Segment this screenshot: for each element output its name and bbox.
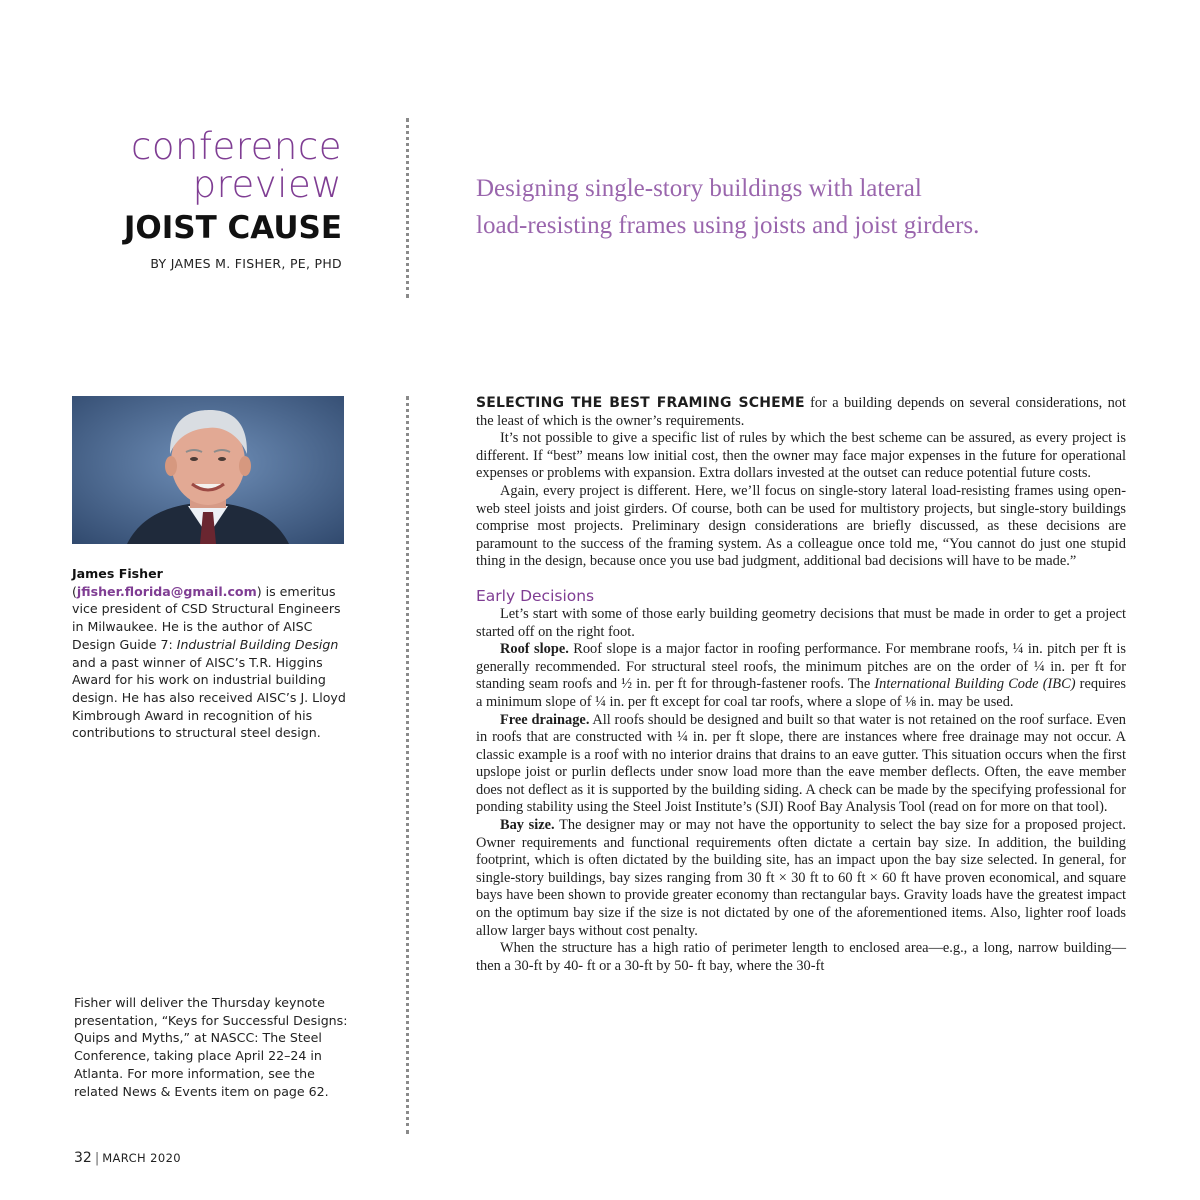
author-bio: James Fisher (jfisher.florida@gmail.com) is emeritus vice president of CSD Structural Engineers in Milwaukee. He is the author of AISC Design Guide 7: Industrial Building Design and a past winner of AISC’s T.R. Higgins Award for his work on industrial building design. He has also received AISC’s J. Lloyd Kimbrough Award in recognition of his contributions to structural steel design.: [72, 566, 346, 741]
deck-line-1: Designing single-story buildings with lateral: [476, 175, 922, 202]
run-in-head: Free drainage.: [500, 711, 590, 728]
article-deck: [476, 170, 1116, 244]
section-kicker-line-2: preview: [192, 163, 342, 206]
paragraph: It’s not possible to give a specific list of rules by which the best scheme can be assured, as every project is different. If “best” means low initial cost, then the owner may face major expenses in the future for operational expenses or problems with expansion. Extra dollars invested at the outset can reduce potential future costs.: [476, 430, 1126, 482]
folio-separator: |: [94, 1151, 100, 1166]
run-in-head: Bay size.: [500, 817, 555, 834]
page-folio: [74, 1150, 181, 1166]
paragraph: When the structure has a high ratio of perimeter length to enclosed area—e.g., a long, narrow building—then a 30-ft by 40- ft or a 30-ft by 50- ft bay, where the 30-ft: [476, 940, 1126, 974]
dotted-divider-top: [406, 118, 409, 298]
lead-in: SELECTING THE BEST FRAMING SCHEME: [476, 395, 805, 411]
paragraph: Let’s start with some of those early building geometry decisions that must be made in order to get a project started off on the right foot.: [476, 605, 1126, 640]
dotted-divider-bottom: [406, 396, 409, 1134]
run-in-head: Roof slope.: [500, 641, 569, 658]
paragraph: Again, every project is different. Here, we’ll focus on single-story lateral load-resisting frames using open-web steel joists and joist girders. Of course, both can be used for multistory projects, but single-story buildings comprise most projects. Preliminary design considerations are briefly discussed, as these decisions are paramount to the success of the framing system. As a colleague once told me, “You cannot do just one stupid thing in the design, because once you use bad judgment, additional bad decisions will have to be made.”: [476, 482, 1126, 570]
byline: BY JAMES M. FISHER, PE, PHD: [150, 256, 342, 271]
paragraph: SELECTING THE BEST FRAMING SCHEME for a building depends on several considerations, not the least of which is the owner’s requirements.: [476, 395, 1127, 429]
paragraph-free-drainage: Free drainage. All roofs should be designed and built so that water is not retained on the roof surface. Even in roofs that are constructed with ¼ in. per ft slope, there are instances where free drainage may not occur. A classic example is a roof with no interior drains that drains to an eave gutter. This situation occurs when the first upslope joist or purlin deflects under snow load more than the eave member deflects. Often, the eave member does not deflect as it is supported by the building siding. A check can be made by the specifying professional for ponding stability using the Steel Joist Institute’s (SJI) Roof Bay Analysis Tool (read on for more on that tool).: [476, 711, 1126, 816]
deck-line-2: load-resisting frames using joists and joist girders.: [476, 212, 980, 239]
subhead: Early Decisions: [476, 586, 595, 605]
author-email-link[interactable]: jfisher.florida@gmail.com: [76, 583, 257, 599]
paragraph-roof-slope: Roof slope. Roof slope is a major factor in roofing performance. For membrane roofs, ¼ in. pitch per ft is generally recommended. For structural steel roofs, the minimum pitches are on the order of ¼ in. per ft for standing seam roofs and ½ in. per ft for through-fastener roofs. The International Building Code (IBC) requires a minimum slope of ¼ in. per ft except for coal tar roofs, where a slope of ⅛ in. may be used.: [476, 641, 1126, 710]
author-name: James Fisher: [72, 566, 163, 581]
article-title: JOIST CAUSE: [123, 210, 342, 246]
article-body: [476, 395, 1126, 975]
code-title: International Building Code (IBC): [874, 676, 1076, 693]
keynote-note: Fisher will deliver the Thursday keynote presentation, “Keys for Successful Designs: Quips and Myths,” at NASCC: The Steel Conference, taking place April 22–24 in Atlanta. For more information, see the related News & Events item on page 62.: [74, 995, 348, 1099]
page-number: 32: [74, 1150, 92, 1166]
paragraph-bay-size: Bay size. The designer may or may not have the opportunity to select the bay size for a proposed project. Owner requirements and functional requirements often dictate a certain bay size. In addition, the building footprint, which is often dictated by the building site, has an impact upon the bay size selected. In general, for single-story buildings, bay sizes ranging from 30 ft × 30 ft to 60 ft × 60 ft have proven economical, and square bays have been shown to provide greater economy than rectangular bays. Gravity loads have the greatest impact on the optimum bay size if the size is not dictated by one of the aforementioned items. Also, lighter roof loads allow larger bays without cost penalty.: [476, 817, 1126, 939]
author-photo: [72, 396, 344, 544]
issue-date: MARCH 2020: [102, 1151, 182, 1165]
book-title: Industrial Building Design: [176, 636, 339, 652]
section-kicker: conference: [131, 125, 342, 168]
